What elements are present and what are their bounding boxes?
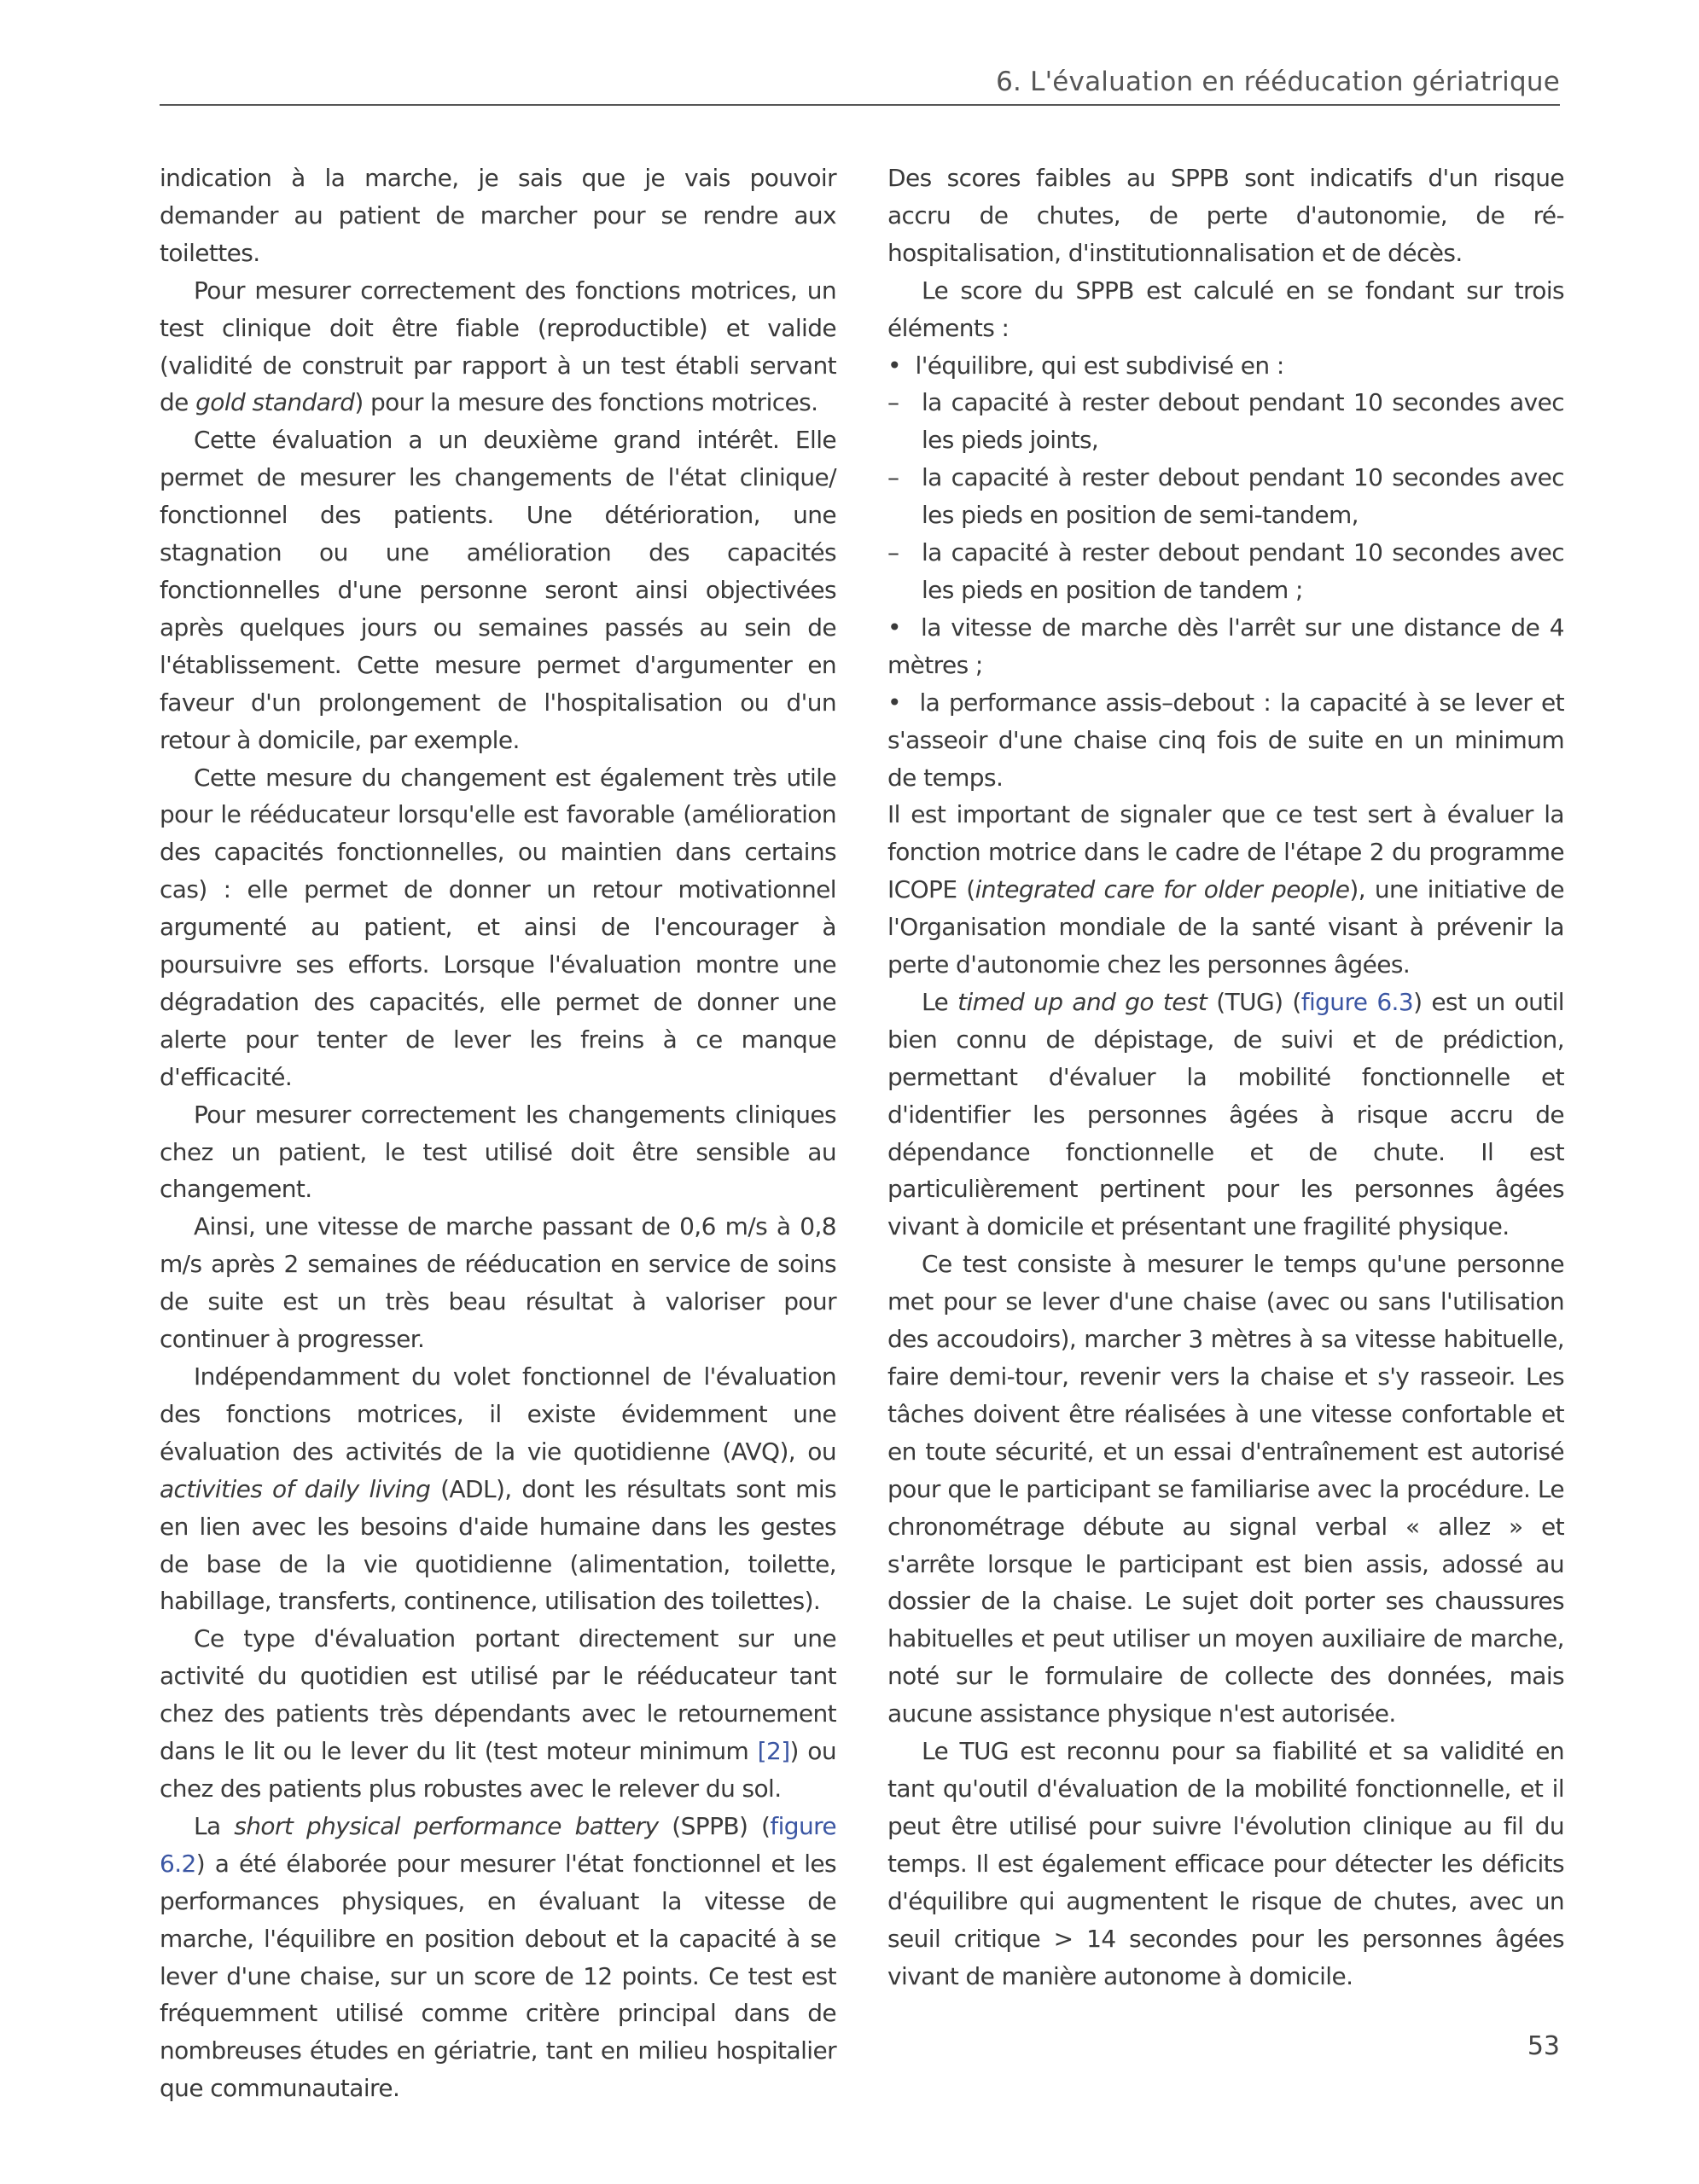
bullet-icon: • (887, 613, 901, 642)
paragraph: Pour mesurer correctement des fonctions motrices, un test clinique doit être fiable (reproductible) et valide (validité de construit par rapport à un test établi servant de gold standard) pour la mesure des fonctions motrices. (160, 276, 836, 417)
paragraph: Pour mesurer correctement les changements cliniques chez un patient, le test utilisé doit être sensible au changement. (160, 1100, 836, 1204)
emphasis: timed up and go test (957, 987, 1207, 1016)
emphasis: short physical performance battery (234, 1811, 659, 1840)
reference-link[interactable]: [2] (757, 1737, 790, 1766)
paragraph: Cette mesure du changement est également très utile pour le rééducateur lorsqu'elle est favorable (amélioration des capacités fonctionnelles, ou maintien dans certains cas) : elle permet de donner un retour motivationnel argumenté au patient, et ainsi de l'encourager à poursuivre ses efforts. Lorsque l'évaluation montre une dégradation des capacités, elle permet de donner une alerte pour tenter de lever les freins à ce manque d'efficacité. (160, 763, 836, 1091)
emphasis: gold standard (195, 388, 355, 417)
dash-icon: – (887, 388, 899, 417)
emphasis: integrated care for older people (975, 875, 1350, 904)
paragraph: Ce test consiste à mesurer le temps qu'une personne met pour se lever d'une chaise (avec ou sans l'utilisation des accoudoirs), marcher 3 mètres à sa vitesse habituelle, faire demi-tour, revenir vers la chaise et s'y rasseoir. Les tâches doivent être réalisées à une vitesse confortable et en toute sécurité, et un essai d'entraînement est autorisé pour que le participant se familiarise avec la procédure. Le chronométrage débute au signal verbal « allez » et s'arrête lorsque le participant est bien assis, adossé au dossier de la chaise. Le sujet doit porter ses chaussures habituelles et peut utiliser un moyen auxiliaire de marche, noté sur le formulaire de collecte des données, mais aucune assistance physique n'est autorisée. (887, 1250, 1564, 1728)
dash-icon: – (887, 538, 899, 567)
figure-link[interactable]: figure 6.2 (160, 1811, 837, 1878)
chapter-title: 6. L'évaluation en rééducation gériatrique (996, 67, 1560, 97)
page-number: 53 (1527, 2031, 1560, 2061)
list-item: • la vitesse de marche dès l'arrêt sur une distance de 4 mètres ; (887, 613, 1564, 679)
emphasis: activities of daily living (160, 1474, 431, 1503)
figure-link[interactable]: figure 6.3 (1300, 987, 1414, 1016)
sub-list-item: – la capacité à rester debout pendant 10 secondes avec les pieds en position de tandem ; (887, 538, 1564, 604)
paragraph: Le TUG est reconnu pour sa fiabilité et sa validité en tant qu'outil d'évaluation de la mobilité fonctionnelle, et il peut être utilisé pour suivre l'évolution clinique au fil du temps. Il est également efficace pour détecter les déficits d'équilibre qui augmentent le risque de chutes, avec un seuil critique > 14 secondes pour les personnes âgées vivant de manière autonome à domicile. (887, 1737, 1564, 1990)
running-header (160, 67, 1560, 106)
sub-list-item: – la capacité à rester debout pendant 10 secondes avec les pieds joints, (887, 388, 1564, 455)
dash-icon: – (887, 463, 899, 492)
paragraph: Ce type d'évaluation portant directement sur une activité du quotidien est utilisé par le rééducateur tant chez des patients très dépendants avec le retournement dans le lit ou le lever du lit (test moteur minimum [2]) ou chez des patients plus robustes avec le relever du sol. (160, 1624, 836, 1803)
right-column (887, 160, 1564, 1995)
paragraph: Cette évaluation a un deuxième grand intérêt. Elle permet de mesurer les changements de l'état clinique/ fonctionnel des patients. Une détérioration, une stagnation ou une amélioration des capacités fonctionnelles d'une personne seront ainsi objectivées après quelques jours ou semaines passés au sein de l'établissement. Cette mesure permet d'argumenter en faveur d'un prolongement de l'hospitalisation ou d'un retour à domicile, par exemple. (160, 426, 836, 754)
bullet-icon: • (887, 351, 901, 380)
paragraph: Le score du SPPB est calculé en se fondant sur trois éléments : (887, 276, 1564, 342)
paragraph: indication à la marche, je sais que je vais pouvoir demander au patient de marcher pour se rendre aux toilettes. (160, 164, 836, 267)
list-item: • la performance assis–debout : la capacité à se lever et s'asseoir d'une chaise cinq fois de suite en un minimum de temps. (887, 688, 1565, 792)
sub-list-item: – la capacité à rester debout pendant 10 secondes avec les pieds en position de semi-tandem, (887, 463, 1564, 530)
list-item: • l'équilibre, qui est subdivisé en : (887, 351, 1284, 380)
bullet-icon: • (887, 688, 901, 717)
left-column (160, 160, 836, 2107)
paragraph: Indépendamment du volet fonctionnel de l'évaluation des fonctions motrices, il existe évidemment une évaluation des activités de la vie quotidienne (AVQ), ou activities of daily living (ADL), dont les résultats sont mis en lien avec les besoins d'aide humaine dans les gestes de base de la vie quotidienne (alimentation, toilette, habillage, transferts, continence, utilisation des toilettes). (160, 1362, 837, 1616)
paragraph: Des scores faibles au SPPB sont indicatifs d'un risque accru de chutes, de perte d'autonomie, de ré-hospitalisation, d'institutionnalisation et de décès. (887, 164, 1564, 267)
paragraph: Le timed up and go test (TUG) (figure 6.3) est un outil bien connu de dépistage, de suivi et de prédiction, permettant d'évaluer la mobilité fonctionnelle et d'identifier les personnes âgées à risque accru de dépendance fonctionnelle et de chute. Il est particulièrement pertinent pour les personnes âgées vivant à domicile et présentant une fragilité physique. (887, 987, 1564, 1241)
paragraph: Ainsi, une vitesse de marche passant de 0,6 m/s à 0,8 m/s après 2 semaines de rééducation en service de soins de suite est un très beau résultat à valoriser pour continuer à progresser. (160, 1212, 836, 1354)
paragraph: La short physical performance battery (SPPB) (figure 6.2) a été élaborée pour mesurer l'état fonctionnel et les performances physiques, en évaluant la vitesse de marche, l'équilibre en position debout et la capacité à se lever d'une chaise, sur un score de 12 points. Ce test est fréquemment utilisé comme critère principal dans de nombreuses études en gériatrie, tant en milieu hospitalier que communautaire. (160, 1811, 837, 2103)
paragraph: Il est important de signaler que ce test sert à évaluer la fonction motrice dans le cadre de l'étape 2 du programme ICOPE (integrated care for older people), une initiative de l'Organisation mondiale de la santé visant à prévenir la perte d'autonomie chez les personnes âgées. (887, 800, 1564, 979)
